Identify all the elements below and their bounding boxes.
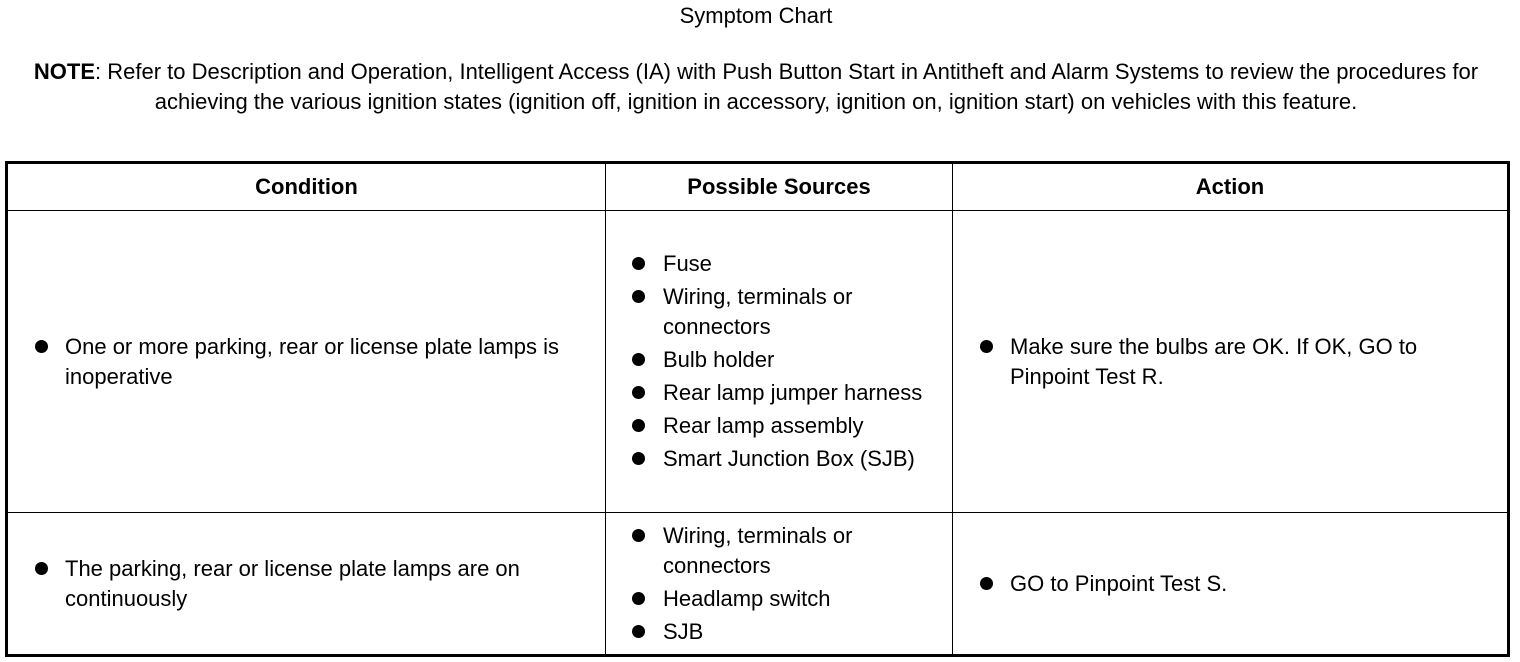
header-action: Action [953, 163, 1509, 211]
header-condition: Condition [7, 163, 606, 211]
action-cell [953, 211, 1509, 513]
action-item: GO to Pinpoint Test S. [953, 569, 1507, 599]
source-item: Fuse [606, 249, 952, 279]
action-list [953, 569, 1507, 599]
source-item: SJB [606, 617, 952, 647]
action-item: Make sure the bulbs are OK. If OK, GO to Pinpoint Test R. [953, 332, 1507, 392]
possible-sources-cell [606, 513, 953, 656]
condition-list [8, 332, 605, 392]
source-item: Rear lamp assembly [606, 411, 952, 441]
symptom-table [5, 161, 1510, 657]
table-header-row [7, 163, 1509, 211]
note-text: : Refer to Description and Operation, Intelligent Access (IA) with Push Button Start in Antitheft and Alarm Systems to review the procedures for achieving the various ignition states (ignition off, ignition in accessory, ignition on, ignition start) on vehicles with this feature. [95, 59, 1479, 114]
page-title: Symptom Chart [679, 3, 833, 28]
source-item: Wiring, terminals or connectors [606, 521, 952, 581]
action-list [953, 332, 1507, 392]
source-item: Wiring, terminals or connectors [606, 282, 952, 342]
sources-list [606, 249, 952, 474]
sources-list [606, 521, 952, 647]
table-row [7, 513, 1509, 656]
source-item: Headlamp switch [606, 584, 952, 614]
source-item: Smart Junction Box (SJB) [606, 444, 952, 474]
condition-cell [7, 513, 606, 656]
header-possible-sources: Possible Sources [606, 163, 953, 211]
action-cell [953, 513, 1509, 656]
condition-cell [7, 211, 606, 513]
condition-item: One or more parking, rear or license plate lamps is inoperative [8, 332, 605, 392]
note-label: NOTE [33, 59, 96, 84]
source-item: Bulb holder [606, 345, 952, 375]
possible-sources-cell [606, 211, 953, 513]
condition-item: The parking, rear or license plate lamps are on continuously [8, 554, 605, 614]
source-item: Rear lamp jumper harness [606, 378, 952, 408]
condition-list [8, 554, 605, 614]
table-row [7, 211, 1509, 513]
note-paragraph [10, 57, 1502, 117]
